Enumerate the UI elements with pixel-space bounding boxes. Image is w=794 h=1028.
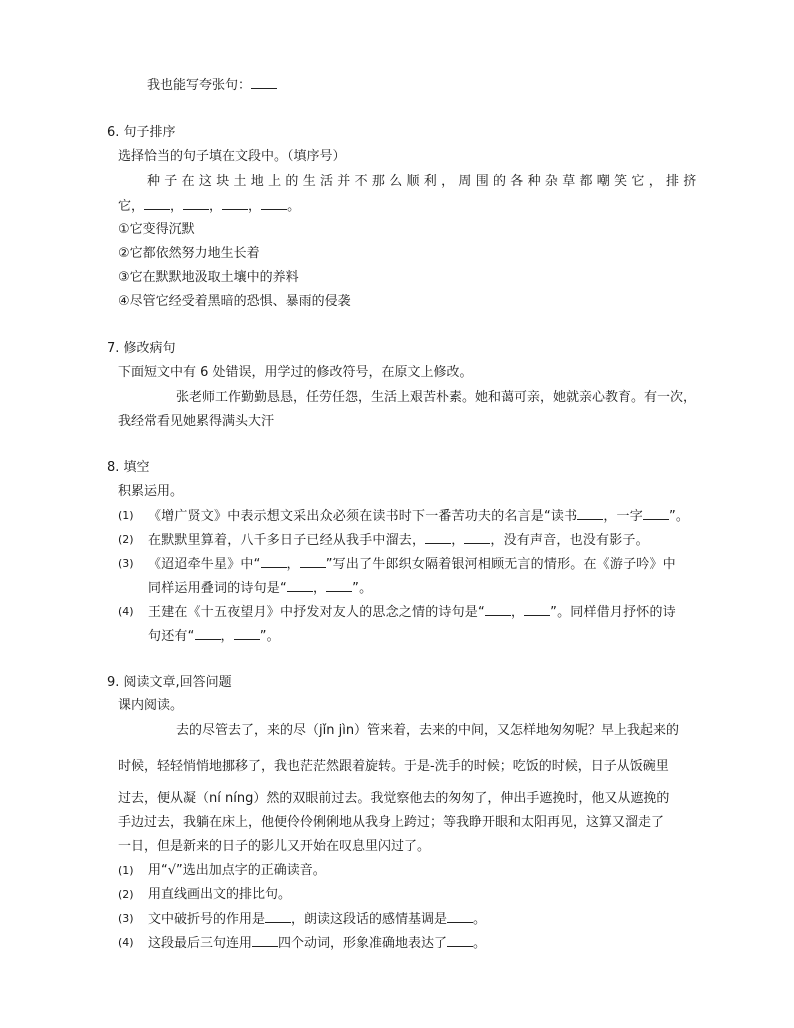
answer-blank[interactable]: [265, 910, 291, 923]
q8-item-2-text: [148, 531, 649, 550]
q8-instruction: 积累运用。: [118, 484, 184, 499]
answer-blank[interactable]: [234, 627, 260, 640]
answer-blank[interactable]: [252, 934, 278, 947]
q9-title: 9. 阅读文章,回答问题: [107, 675, 232, 690]
item-text: ，没有声音，也没有影子。: [490, 533, 649, 548]
q6-sep: ，: [170, 199, 184, 214]
top-line: [147, 76, 277, 95]
q7-title: 7. 修改病句: [107, 341, 176, 356]
item-text: ，一字: [603, 509, 643, 524]
item-text: 。: [473, 936, 487, 951]
item-text: 王建在《十五夜望月》中抒发对友人的思念之情的诗句是“: [148, 605, 485, 620]
q9-question-2-text: 用直线画出文的排比句。: [148, 887, 292, 902]
item-text: ，: [286, 557, 300, 572]
q6-end: 。: [287, 199, 301, 214]
q8-item-3-text-cont: [148, 579, 372, 598]
item-number: (2): [118, 888, 134, 901]
answer-blank[interactable]: [144, 197, 170, 210]
answer-blank[interactable]: [261, 197, 287, 210]
item-text: ”。: [668, 509, 690, 524]
item-text: ，: [510, 605, 525, 620]
q6-passage-line-2: [118, 197, 300, 216]
q9-passage-line-5: 一日，但是新来的日子的影儿又开始在叹息里闪过了。: [118, 839, 431, 854]
answer-blank[interactable]: [300, 555, 326, 568]
answer-blank[interactable]: [251, 76, 277, 89]
q8-item-1-text: [148, 507, 689, 526]
item-text: ”写出了牛郎织女隔着银河相顾无言的情形。在《游子吟》中: [325, 557, 676, 572]
q6-option: ②它都依然努力地生长着: [118, 246, 260, 261]
q9-question-4: [118, 934, 134, 952]
q6-passage-start: 它，: [118, 199, 145, 214]
item-number: (3): [118, 557, 134, 570]
q8-title: 8. 填空: [107, 460, 150, 475]
item-number: (3): [118, 912, 134, 925]
q9-question-4-text: [148, 934, 486, 953]
q8-item-2: [118, 531, 134, 549]
answer-blank[interactable]: [524, 603, 550, 616]
item-text: ，: [312, 581, 327, 596]
item-text: 这段最后三句连用: [148, 936, 253, 951]
q9-question-3-text: [148, 910, 486, 929]
q8-item-3: [118, 555, 134, 573]
q6-passage-line-1: 种子在这块土地上的生活并不那么顺利，周围的各种杂草都嘲笑它，排挤: [147, 174, 701, 189]
item-text: 文中破折号的作用是: [148, 912, 266, 927]
answer-blank[interactable]: [261, 555, 287, 568]
q9-instruction: 课内阅读。: [118, 698, 184, 713]
q6-option: ①它变得沉默: [118, 222, 195, 237]
q8-item-1: [118, 507, 134, 525]
item-number: (4): [118, 605, 134, 618]
q6-option: ④尽管它经受着黑暗的恐惧、暴雨的侵袭: [118, 294, 351, 309]
answer-blank[interactable]: [287, 579, 313, 592]
answer-blank[interactable]: [447, 934, 473, 947]
top-line-text: 我也能写夸张句：: [147, 78, 252, 93]
answer-blank[interactable]: [183, 197, 209, 210]
answer-blank[interactable]: [222, 197, 248, 210]
q8-item-3-text: [148, 555, 676, 574]
answer-blank[interactable]: [577, 507, 603, 520]
q7-passage-line-1: 张老师工作勤勤恳恳，任劳任怨，生活上艰苦朴素。她和蔼可亲，她就亲心教育。有一次，: [176, 390, 697, 405]
item-number: (4): [118, 936, 134, 949]
answer-blank[interactable]: [643, 507, 669, 520]
q7-passage-line-2: 我经常看见她累得满头大汗: [118, 414, 275, 429]
item-text: 在默默里算着，八千多日子已经从我手中溜去，: [148, 533, 426, 548]
q9-passage-line-1: 去的尽管去了，来的尽（jǐn jìn）管来着，去来的中间，又怎样地匆匆呢？早上我起来的: [176, 723, 680, 738]
q9-question-3: [118, 910, 134, 928]
q6-title: 6. 句子排序: [107, 125, 176, 140]
item-number: (1): [118, 509, 134, 522]
item-text: ”。: [259, 629, 280, 644]
item-text: ，: [220, 629, 234, 644]
answer-blank[interactable]: [447, 910, 473, 923]
item-text: ，: [451, 533, 465, 548]
item-text: 四个动词，形象准确地表达了: [278, 936, 448, 951]
q6-option: ③它在默默地汲取土壤中的养料: [118, 270, 299, 285]
answer-blank[interactable]: [425, 531, 451, 544]
q9-passage-line-4: 手边过去，我躺在床上，他便伶伶俐俐地从我身上跨过；等我睁开眼和太阳再见，这算又溜走了: [118, 815, 665, 830]
q9-question-1: [118, 862, 134, 880]
item-text: ”。同样借月抒怀的诗: [550, 605, 676, 620]
item-number: (2): [118, 533, 134, 546]
item-text: ”。: [352, 581, 373, 596]
answer-blank[interactable]: [195, 627, 221, 640]
q7-instruction: 下面短文中有 6 处错误，用学过的修改符号，在原文上修改。: [118, 365, 473, 380]
item-number: (1): [118, 864, 134, 877]
q9-passage-line-3: 过去，便从凝（ní níng）然的双眼前过去。我觉察他去的匆匆了，伸出手遮挽时，他又从遮挽的: [118, 791, 670, 806]
q8-item-4: [118, 603, 134, 621]
item-text: 《增广贤文》中表示想文采出众必须在读书时下一番苦功夫的名言是“读书: [148, 509, 578, 524]
item-text: 句还有“: [148, 629, 195, 644]
q9-question-2: [118, 886, 134, 904]
answer-blank[interactable]: [464, 531, 490, 544]
q8-item-4-text-cont: [148, 627, 280, 646]
q8-item-4-text: [148, 603, 676, 622]
item-text: 。: [473, 912, 487, 927]
answer-blank[interactable]: [485, 603, 511, 616]
q6-instruction: 选择恰当的句子填在文段中。（填序号）: [118, 149, 346, 164]
item-text: 《迢迢牵牛星》中“: [148, 557, 261, 572]
q9-question-1-text: 用“√”选出加点字的正确读音。: [148, 863, 326, 878]
item-text: ，朗读这段话的感情基调是: [291, 912, 448, 927]
item-text: 同样运用叠词的诗句是“: [148, 581, 287, 596]
q6-sep: ，: [248, 199, 262, 214]
q9-passage-line-2: 时候，轻轻悄悄地挪移了，我也茫茫然跟着旋转。于是-洗手的时候；吃饭的时候，日子从饭碗里: [118, 759, 669, 774]
answer-blank[interactable]: [326, 579, 352, 592]
q6-sep: ，: [209, 199, 223, 214]
